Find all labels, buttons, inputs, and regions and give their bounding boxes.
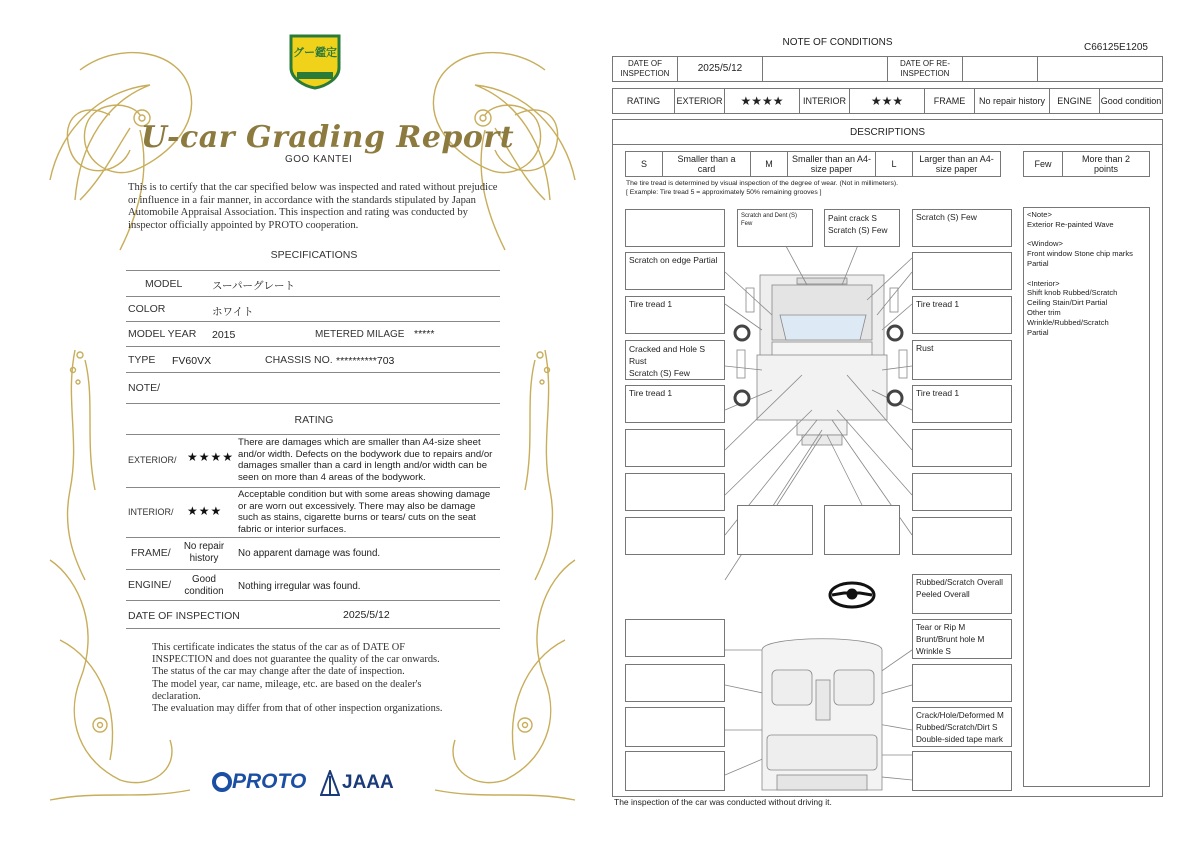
footer-line: INSPECTION and does not guarantee the quality of the car onwards. [152,654,440,666]
engine-value: Good condition [1099,88,1163,114]
report-title: U-car Grading Report [140,120,515,155]
footer-line: The status of the car may change after the date of inspection. [152,666,405,678]
conditions-heading: NOTE OF CONDITIONS [782,37,893,48]
bottom-condition-box [737,505,813,555]
proto-logo-text: PROTO [232,770,307,793]
legend-code-m: M [750,151,788,177]
engine-label: ENGINE [1049,88,1100,114]
frame-label: FRAME [924,88,975,114]
exterior-label: EXTERIOR [674,88,725,114]
rating-heading: RATING [294,414,334,426]
jaaa-mark-icon [320,770,340,796]
left-condition-box [625,473,725,511]
right-condition-box [912,252,1012,290]
footer-line: This certificate indicates the status of the car as of DATE OF [152,642,406,653]
legend-text-few: More than 2 points [1062,151,1150,177]
top-condition-box: Scratch and Dent (S) Few [737,209,813,247]
footer-line: The evaluation may differ from that of other inspection organizations. [152,703,443,715]
frame-value: No repair history [974,88,1050,114]
specifications-heading: SPECIFICATIONS [270,249,358,261]
model-year-label: MODEL YEAR [128,328,197,340]
left-condition-box: Scratch on edge Partial [625,252,725,290]
left-condition-box [625,209,725,247]
reinspection-label: DATE OF RE-INSPECTION [887,56,963,82]
goo-kantei-badge [287,32,343,90]
date-of-inspection-label: DATE OF INSPECTION [612,56,678,82]
left-condition-box: Tire tread 1 [625,385,725,423]
date-of-inspection-value: 2025/5/12 [343,609,390,621]
engine-value: Good condition [184,574,224,597]
date-of-inspection-label: DATE OF INSPECTION [128,610,240,622]
proto-mark-icon [212,772,232,792]
metered-milage-label: METERED MILAGE [315,329,405,340]
right-condition-box [912,473,1012,511]
interior-description: Acceptable condition but with some areas showing damage or are worn out excessively. There may also be damage such as stains, cigarette burns or tears/ cuts on the seat fabric or interior surfaces. [238,489,491,535]
chassis-value: **********703 [336,355,395,367]
badge-text: グー鑑定 [293,47,337,59]
top-condition-box: Scratch (S) Few [912,209,1012,247]
interior-left-box [625,751,725,791]
model-year-value: 2015 [212,329,236,341]
report-subtitle: GOO KANTEI [285,154,353,165]
model-label: MODEL [145,278,183,290]
left-condition-box [625,517,725,555]
report-code: C66125E1205 [1084,42,1148,53]
bottom-condition-box [824,505,900,555]
grading-certificate [40,20,585,830]
certification-text: This is to certify that the car specified below was inspected and rated without prejudice or influence in a fair manner, in accordance with the standards stipulated by Japan Automobile Appraisal Association. This inspection and rating was conducted by inspector officially appointed by PROTO cooperation. [128,182,498,231]
interior-right-box: Rubbed/Scratch Overall Peeled Overall [912,574,1012,614]
inspection-footer-note: The inspection of the car was conducted without driving it. [614,797,832,807]
exterior-label: EXTERIOR/ [128,455,177,465]
interior-label: INTERIOR/ [128,507,174,517]
color-label: COLOR [128,303,166,315]
color-value: ホワイト [212,306,254,318]
frame-value: No repair history [183,541,225,564]
legend-text-m: Smaller than an A4-size paper [787,151,876,177]
legend-code-l: L [875,151,913,177]
note-label: NOTE/ [128,382,161,394]
frame-label: FRAME/ [131,547,171,559]
model-value: スーパーグレート [212,280,295,292]
tire-note-line: [ Example: Tire tread 5 = approximately 50% remaining grooves ] [626,188,822,196]
legend-code-few: Few [1023,151,1063,177]
footer-line: The model year, car name, mileage, etc. are based on the dealer's [152,678,422,690]
legend-text-l: Larger than an A4-size paper [912,151,1001,177]
interior-right-box [912,751,1012,791]
top-condition-box: Paint crack S Scratch (S) Few [824,209,900,247]
interior-stars: ★★★ [849,88,925,114]
right-condition-box: Rust [912,340,1012,380]
exterior-stars: ★★★★ [187,450,235,464]
interior-stars: ★★★ [187,504,223,518]
interior-left-box [625,707,725,747]
type-value: FV60VX [172,355,212,367]
interior-left-box [625,664,725,702]
note-of-conditions [612,30,1163,807]
right-condition-box: Tire tread 1 [912,296,1012,334]
right-condition-box [912,429,1012,467]
frame-description: No apparent damage was found. [238,548,381,559]
certificate-footer [152,642,492,715]
interior-left-box [625,619,725,657]
interior-right-box [912,664,1012,702]
type-label: TYPE [128,354,156,366]
interior-label: INTERIOR [799,88,850,114]
exterior-stars: ★★★★ [724,88,800,114]
descriptions-heading: DESCRIPTIONS [612,119,1163,145]
interior-right-box: Tear or Rip M Brunt/Brunt hole M Wrinkle S [912,619,1012,659]
footer-line: declaration. [152,690,201,702]
metered-milage-value: ***** [414,328,435,340]
left-condition-box: Tire tread 1 [625,296,725,334]
rating-label: RATING [612,88,675,114]
left-condition-box: Cracked and Hole S Rust Scratch (S) Few [625,340,725,380]
legend-text-s: Smaller than a card [662,151,751,177]
engine-label: ENGINE/ [128,579,172,591]
left-condition-box [625,429,725,467]
engine-description: Nothing irregular was found. [238,581,361,592]
date-of-inspection-value: 2025/5/12 [677,56,763,82]
notes-panel: <Note> Exterior Re-painted Wave <Window> Front window Stone chip marks Partial <Interior> Shift knob Rubbed/Scratch Ceiling Stain/Dirt Partial Other trim Wrinkle/Rubbed/Scratch Partial [1023,207,1150,787]
right-condition-box [912,517,1012,555]
legend-code-s: S [625,151,663,177]
tire-note-line: The tire tread is determined by visual inspection of the degree of wear. (Not in millimeters). [626,180,898,187]
right-condition-box: Tire tread 1 [912,385,1012,423]
jaaa-logo-text: JAAA [342,772,394,793]
exterior-description: There are damages which are smaller than A4-size sheet and/or width. Defects on the bodywork due to repairs and/or damages smaller than a card in length and/or width can be seen on more than 4 areas of the bodywork. [238,437,493,483]
chassis-label: CHASSIS NO. [265,354,333,366]
interior-right-box: Crack/Hole/Deformed M Rubbed/Scratch/Dirt S Double-sided tape mark [912,707,1012,747]
